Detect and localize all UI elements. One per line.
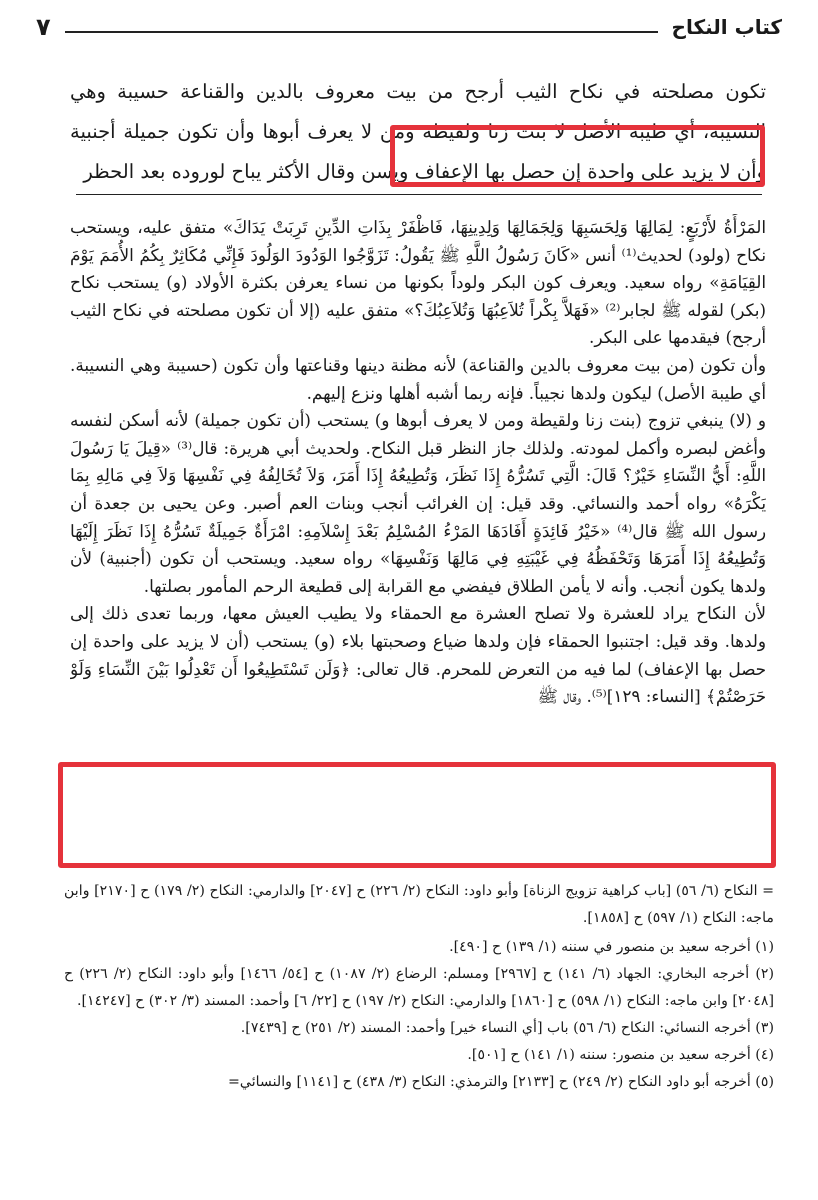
commentary-paragraph: لأن النكاح يراد للعشرة ولا تصلح العشرة مع الحمقاء ولا يطيب العيش معها، وربما تعدى ذلك إلى ولدها. وقد قيل: اجتنبوا الحمقاء فإن ولدها ضياع وصحبتها بلاء (و) يستحب (أن لا يزيد على واحدة إن حصل بها الإعفاف) لما فيه من التعرض للمحرم. قال تعالى: ﴿وَلَن تَسْتَطِيعُوا أَن تَعْدِلُوا بَيْنَ النِّسَاءِ وَلَوْ حَرَصْتُمْ﴾ [النساء: ١٢٩]⁽⁵⁾. وقال ﷺ — [70, 603, 766, 707]
page-number: ٧ — [36, 13, 51, 41]
commentary — [70, 214, 766, 874]
footnote-item: (٢) أخرجه البخاري: الجهاد (٦/ ١٤١) ح [٢٩٦٧] ومسلم: الرضاع (٢/ ١٠٨٧) ح [٥٤/ ١٤٦٦] وأبو داود: النكاح (٢/ ٢٢٦) ح [٢٠٤٨] وابن ماجه: النكاح (١/ ٥٩٨) ح [١٨٦٠] والدارمي: النكاح (٢/ ١٩٧) ح [٢٢/ ٦] وأحمد: المسند (٣/ ٣٠٢) ح [١٤٢٤٧]. — [64, 966, 774, 1009]
footnote-item: (٤) أخرجه سعيد بن منصور: سننه (١/ ١٤١) ح [٥٠١]. — [467, 1047, 774, 1063]
main-text-paragraph: تكون مصلحته في نكاح الثيب أرجح من بيت معروف بالدين والقناعة حسيبة وهي النسيبة، أي طيبة الأصل لا بنت زنا ولقيطة ومن لا يعرف أبوها وأن تكون جميلة أجنبية وأن لا يزيد على واحدة إن حصل بها الإعفاف ويسن وقال الأكثر يباح لوروده بعد الحظر — [70, 80, 766, 183]
page-header — [36, 10, 782, 44]
commentary-paragraph: وأن تكون (من بيت معروف بالدين والقناعة) لأنه مظنة دينها وقناعتها وأن تكون (حسيبة وهي النسيبة. أي طيبة الأصل) ليكون ولدها نجيباً. فإنه ربما أشبه أهلها ونزع إليهم. — [70, 354, 766, 403]
commentary-paragraph: و (لا) ينبغي تزوج (بنت زنا ولقيطة ومن لا يعرف أبوها و) يستحب (أن تكون جميلة) لأنه أسكن لنفسه وأغض لبصره وأكمل لمودته. ولذلك جاز النظر قبل النكاح. ولحديث أبي هريرة: قال⁽³⁾ «قِيلَ يَا رَسُولَ اللَّهِ: أَيُّ النِّسَاءِ خَيْرٌ؟ قَالَ: الَّتِي تَسُرُّهُ إِذَا نَظَرَ، وَتُطِيعُهُ إِذَا أَمَرَ، وَلاَ تُخَالِفُهُ فِي نَفْسِهَا وَلاَ فِي مَالِهِ بِمَا يَكْرَهُ» رواه أحمد والنسائي. وقد قيل: إن الغرائب أنجب وبنات العم أصبر. وعن يحيى بن جعدة أن رسول الله ﷺ قال⁽⁴⁾ «خَيْرُ فَائِدَةٍ أَفَادَهَا المَرْءُ المُسْلِمُ بَعْدَ إِسْلاَمِهِ: امْرَأَةٌ جَمِيلَةٌ تَسُرُّهُ إِذَا نَظَرَ إِلَيْهَا وَتُطِيعُهُ إِذَا أَمَرَهَا وَتَحْفَظُهُ فِي غَيْبَتِهِ فِي مَالِهَا وَنَفْسِهَا» رواه سعيد. ويستحب أن تكون (أجنبية) لأن ولدها يكون أنجب. وأنه لا يأمن الطلاق فيفضي مع القرابة إلى قطيعة الرحم المأمور بصلتها. — [70, 410, 766, 596]
footnote-item: (٥) أخرجه أبو داود النكاح (٢/ ٢٤٩) ح [٢١٣٣] والترمذي: النكاح (٣/ ٤٣٨) ح [١١٤١] والنسائي= — [228, 1074, 774, 1090]
header-rule — [65, 31, 658, 33]
book-title: كتاب النكاح — [671, 15, 782, 39]
footnote-item: (٣) أخرجه النسائي: النكاح (٦/ ٥٦) باب [أي النساء خير] وأحمد: المسند (٢/ ٢٥١) ح [٧٤٣٩]. — [240, 1020, 774, 1036]
main-text — [70, 72, 766, 192]
commentary-paragraph: المَرْأَةُ لأَرْبَعٍ: لِمَالِهَا وَلِحَسَبِهَا وَلِجَمَالِهَا وَلِدِينِهَا، فَاظْفَرْ بِذَاتِ الدِّينِ تَرِبَتْ يَدَاكَ» متفق عليه، ويستحب نكاح (ولود) لحديث⁽¹⁾ أنس «كَانَ رَسُولُ اللَّهِ ﷺ يَقُولُ: تَزَوَّجُوا الوَدُودَ الوَلُودَ فَإِنِّي مُكَاثِرٌ بِكُمُ الأُمَمَ يَوْمَ القِيَامَةِ» رواه سعيد. ويعرف كون البكر ولوداً بكونها من نساء يعرفن بكثرة الأولاد (و) يستحب نكاح (بكر) لقوله ﷺ لجابر⁽²⁾ «فَهَلاَّ بِكْراً تُلاَعِبُهَا وَتُلاَعِبُكَ؟» متفق عليه (إلا أن تكون مصلحته في نكاح الثيب أرجح) فيقدمها على البكر. — [70, 217, 766, 348]
text-divider — [76, 194, 762, 195]
footnotes — [64, 878, 774, 1178]
footnote-item: (١) أخرجه سعيد بن منصور في سننه (١/ ١٣٩) ح [٤٩٠]. — [449, 939, 774, 955]
footnote-continuation: = النكاح (٦/ ٥٦) [باب كراهية تزويج الزناة] وأبو داود: النكاح (٢/ ٢٢٦) ح [٢٠٤٧] والدارمي: النكاح (٢/ ١٧٩) ح [٢١٧٠] وابن ماجه: النكاح (١/ ٥٩٧) ح [١٨٥٨]. — [64, 883, 774, 926]
